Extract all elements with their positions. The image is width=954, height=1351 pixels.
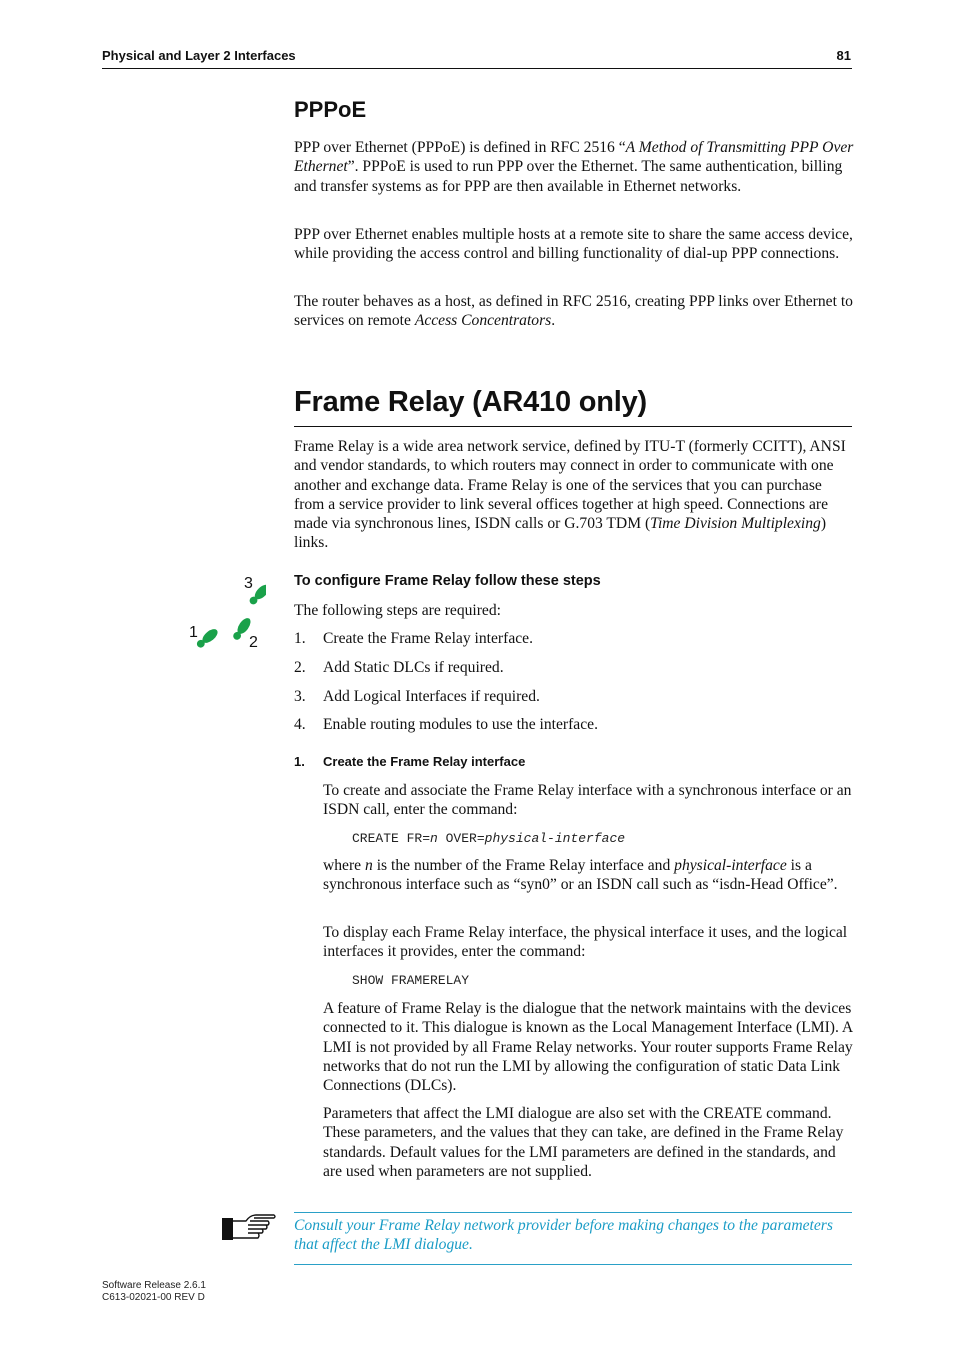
- step-text: Enable routing modules to use the interface.: [323, 716, 598, 733]
- frame-relay-heading: Frame Relay (AR410 only): [294, 386, 647, 418]
- display-paragraph: To display each Frame Relay interface, the physical interface it uses, and the logical interfaces it provides, enter the command:: [323, 924, 848, 961]
- footer-doc-number: C613-02021-00 REV D: [102, 1292, 205, 1303]
- step-text: Add Static DLCs if required.: [323, 659, 504, 676]
- running-header-title: Physical and Layer 2 Interfaces: [102, 48, 296, 63]
- step-number: 1.: [294, 630, 306, 647]
- heading-rule: [294, 426, 852, 427]
- footstep-label-2: 2: [249, 634, 258, 651]
- pointing-hand-icon: [220, 1212, 278, 1244]
- pppoe-paragraph-1: PPP over Ethernet (PPPoE) is defined in RFC 2516 “A Method of Transmitting PPP Over Ethernet”. PPPoE is used to run PPP over the Ethernet. The same authentication, billing and transfer systems as for PPP are then available in Ethernet networks.: [294, 139, 854, 195]
- step-text: Add Logical Interfaces if required.: [323, 688, 540, 705]
- header-rule: [102, 68, 852, 69]
- steps-heading: To configure Frame Relay follow these steps: [294, 573, 601, 589]
- step-number: 2.: [294, 659, 306, 676]
- footsteps-icon: [186, 570, 266, 654]
- lmi-paragraph: A feature of Frame Relay is the dialogue that the network maintains with the devices connected to it. This dialogue is known as the Local Management Interface (LMI). A LMI is not provided by all Frame Relay networks. Your router supports Frame Relay networks that do not run the LMI by allowing the configuration of static Data Link Connections (DLCs).: [323, 1000, 853, 1095]
- create-command: CREATE FR=n OVER=physical-interface: [352, 831, 626, 846]
- frame-relay-intro: Frame Relay is a wide area network service, defined by ITU-T (formerly CCITT), ANSI and vendor standards, to which routers may connect in order to communicate with one another and exchange data. Frame Relay is one of the services that you can purchase from a service provider to link several offices together at high speed. Connections are made via synchronous lines, ISDN calls or G.703 TDM (Time Division Multiplexing) links.: [294, 438, 846, 552]
- parameters-paragraph: Parameters that affect the LMI dialogue are also set with the CREATE command. These parameters, and the values that they can take, are defined in the Frame Relay standards. Default values for the LMI parameters are defined in the standards, and are used when parameters are not supplied.: [323, 1105, 844, 1180]
- footstep-label-3: 3: [244, 575, 253, 592]
- footer-release: Software Release 2.6.1: [102, 1280, 206, 1291]
- step-text: Create the Frame Relay interface.: [323, 630, 533, 647]
- subheading-create-interface: Create the Frame Relay interface: [323, 754, 526, 769]
- pppoe-heading: PPPoE: [294, 97, 367, 122]
- note-top-rule: [294, 1212, 852, 1213]
- footstep-label-1: 1: [189, 624, 198, 641]
- pppoe-paragraph-3: The router behaves as a host, as defined in RFC 2516, creating PPP links over Ethernet to services on remote Access Concentrators.: [294, 293, 853, 330]
- note-bottom-rule: [294, 1264, 852, 1265]
- create-paragraph: To create and associate the Frame Relay interface with a synchronous interface or an ISDN call, enter the command:: [323, 782, 852, 819]
- steps-intro: The following steps are required:: [294, 602, 501, 619]
- subheading-number: 1.: [294, 754, 305, 769]
- page-number: 81: [836, 48, 851, 63]
- command-explanation: where n is the number of the Frame Relay interface and physical-interface is a synchronous interface such as “syn0” or an ISDN call such as “isdn-Head Office”.: [323, 857, 838, 894]
- show-command: SHOW FRAMERELAY: [352, 973, 470, 988]
- step-number: 3.: [294, 688, 306, 705]
- step-number: 4.: [294, 716, 306, 733]
- pppoe-paragraph-2: PPP over Ethernet enables multiple hosts at a remote site to share the same access device, while providing the access control and billing functionality of dial-up PPP connections.: [294, 226, 853, 263]
- note-text: Consult your Frame Relay network provider before making changes to the parameters that affect the LMI dialogue.: [294, 1217, 833, 1254]
